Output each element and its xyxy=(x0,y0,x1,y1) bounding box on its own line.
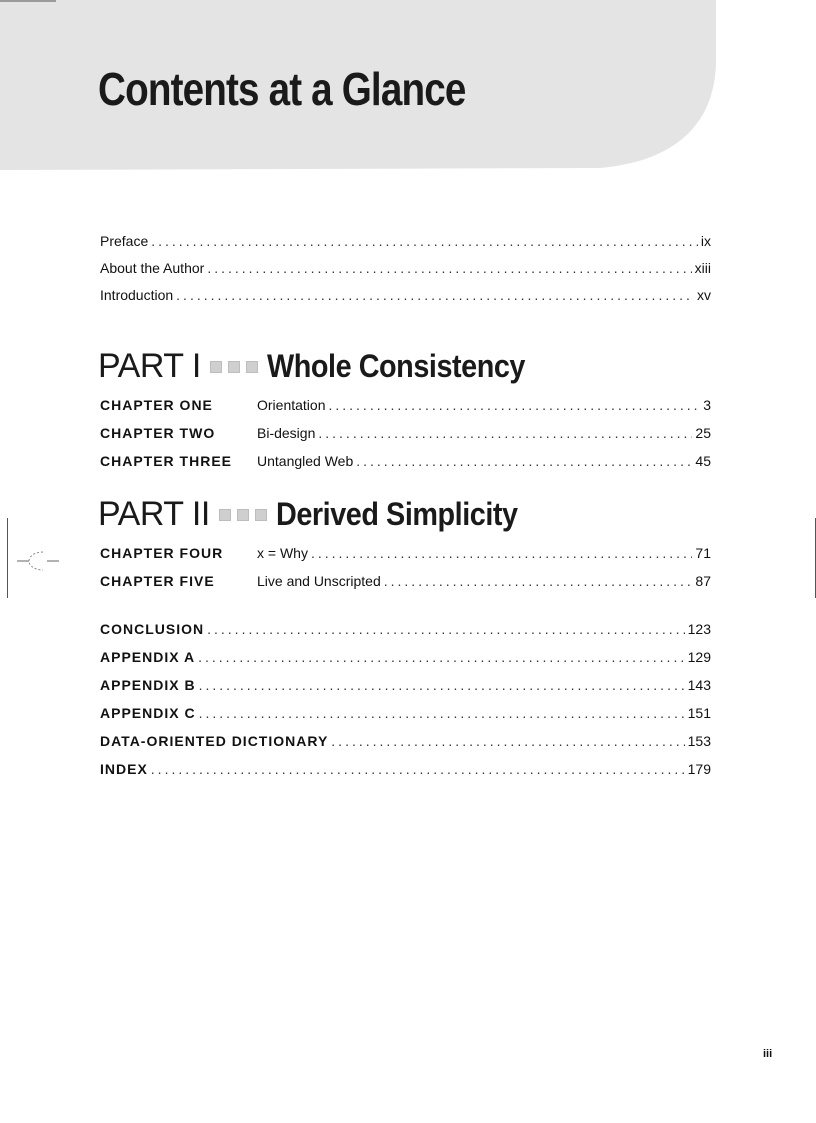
toc-entry-label: APPENDIX B xyxy=(100,677,196,693)
part-heading-2 xyxy=(98,495,544,534)
toc-entry-page: 179 xyxy=(687,761,711,777)
toc-chapter-five[interactable] xyxy=(100,573,711,589)
dot-leader xyxy=(318,425,692,441)
toc-entry-preface[interactable] xyxy=(100,233,711,249)
dot-leader xyxy=(199,705,685,721)
dot-leader xyxy=(331,733,684,749)
toc-entry-label: DATA-ORIENTED DICTIONARY xyxy=(100,733,329,749)
chapter-title: Orientation xyxy=(257,397,326,413)
part-title: Whole Consistency xyxy=(266,348,525,384)
dot-leader xyxy=(328,397,700,413)
part-number: PART I xyxy=(98,347,201,385)
toc-entry-about-the-author[interactable] xyxy=(100,260,711,276)
toc-entry-appendix-b[interactable] xyxy=(100,677,711,693)
chapter-page: 3 xyxy=(703,397,711,413)
toc-entry-label: Preface xyxy=(100,233,149,249)
square-icon xyxy=(237,509,249,521)
chapter-label: CHAPTER TWO xyxy=(100,425,216,441)
top-rule xyxy=(0,0,56,2)
dot-leader xyxy=(199,677,685,693)
dot-leader xyxy=(198,649,685,665)
toc-entry-label: About the Author xyxy=(100,260,205,276)
toc-entry-conclusion[interactable] xyxy=(100,621,711,637)
square-icon xyxy=(255,509,267,521)
square-icon xyxy=(228,361,240,373)
page-number: iii xyxy=(763,1048,773,1060)
toc-entry-page: 143 xyxy=(687,677,711,693)
part-title: Derived Simplicity xyxy=(275,496,518,532)
page-title: Contents at a Glance xyxy=(98,63,466,115)
chapter-page: 87 xyxy=(695,573,711,589)
toc-chapter-four[interactable] xyxy=(100,545,711,561)
toc-chapter-three[interactable] xyxy=(100,453,711,469)
chapter-title: Untangled Web xyxy=(257,453,354,469)
dot-leader xyxy=(356,453,692,469)
part-heading-1 xyxy=(98,347,553,386)
dot-leader xyxy=(151,233,698,249)
toc-entry-label: Introduction xyxy=(100,287,174,303)
toc-entry-appendix-a[interactable] xyxy=(100,649,711,665)
toc-entry-label: APPENDIX A xyxy=(100,649,196,665)
toc-entry-page: 153 xyxy=(687,733,711,749)
part-separator-squares xyxy=(216,509,270,521)
dot-leader xyxy=(151,761,685,777)
dot-leader xyxy=(384,573,693,589)
chapter-label: CHAPTER FOUR xyxy=(100,545,224,561)
dot-leader xyxy=(311,545,692,561)
toc-entry-label: INDEX xyxy=(100,761,148,777)
toc-entry-label: APPENDIX C xyxy=(100,705,196,721)
chapter-label: CHAPTER ONE xyxy=(100,397,213,413)
dot-leader xyxy=(207,260,691,276)
chapter-page: 25 xyxy=(695,425,711,441)
left-margin-line xyxy=(7,518,8,598)
dot-leader xyxy=(207,621,685,637)
toc-entry-appendix-c[interactable] xyxy=(100,705,711,721)
registration-mark-icon xyxy=(15,548,61,574)
toc-entry-index[interactable] xyxy=(100,761,711,777)
chapter-title: x = Why xyxy=(257,545,308,561)
toc-entry-page: xv xyxy=(697,287,711,303)
chapter-page: 71 xyxy=(695,545,711,561)
square-icon xyxy=(219,509,231,521)
toc-entry-label: CONCLUSION xyxy=(100,621,205,637)
toc-entry-page: xiii xyxy=(694,260,711,276)
toc-entry-page: ix xyxy=(700,233,711,249)
square-icon xyxy=(246,361,258,373)
toc-chapter-two[interactable] xyxy=(100,425,711,441)
toc-chapter-one[interactable] xyxy=(100,397,711,413)
chapter-label: CHAPTER FIVE xyxy=(100,573,215,589)
part-separator-squares xyxy=(207,361,261,373)
toc-entry-page: 123 xyxy=(687,621,711,637)
toc-entry-data-oriented-dictionary[interactable] xyxy=(100,733,711,749)
toc-entry-page: 151 xyxy=(687,705,711,721)
toc-entry-introduction[interactable] xyxy=(100,287,711,303)
chapter-title: Bi-design xyxy=(257,425,316,441)
chapter-label: CHAPTER THREE xyxy=(100,453,233,469)
chapter-title: Live and Unscripted xyxy=(257,573,381,589)
chapter-page: 45 xyxy=(695,453,711,469)
dot-leader xyxy=(176,287,694,303)
toc-entry-page: 129 xyxy=(687,649,711,665)
square-icon xyxy=(210,361,222,373)
part-number: PART II xyxy=(98,495,210,533)
